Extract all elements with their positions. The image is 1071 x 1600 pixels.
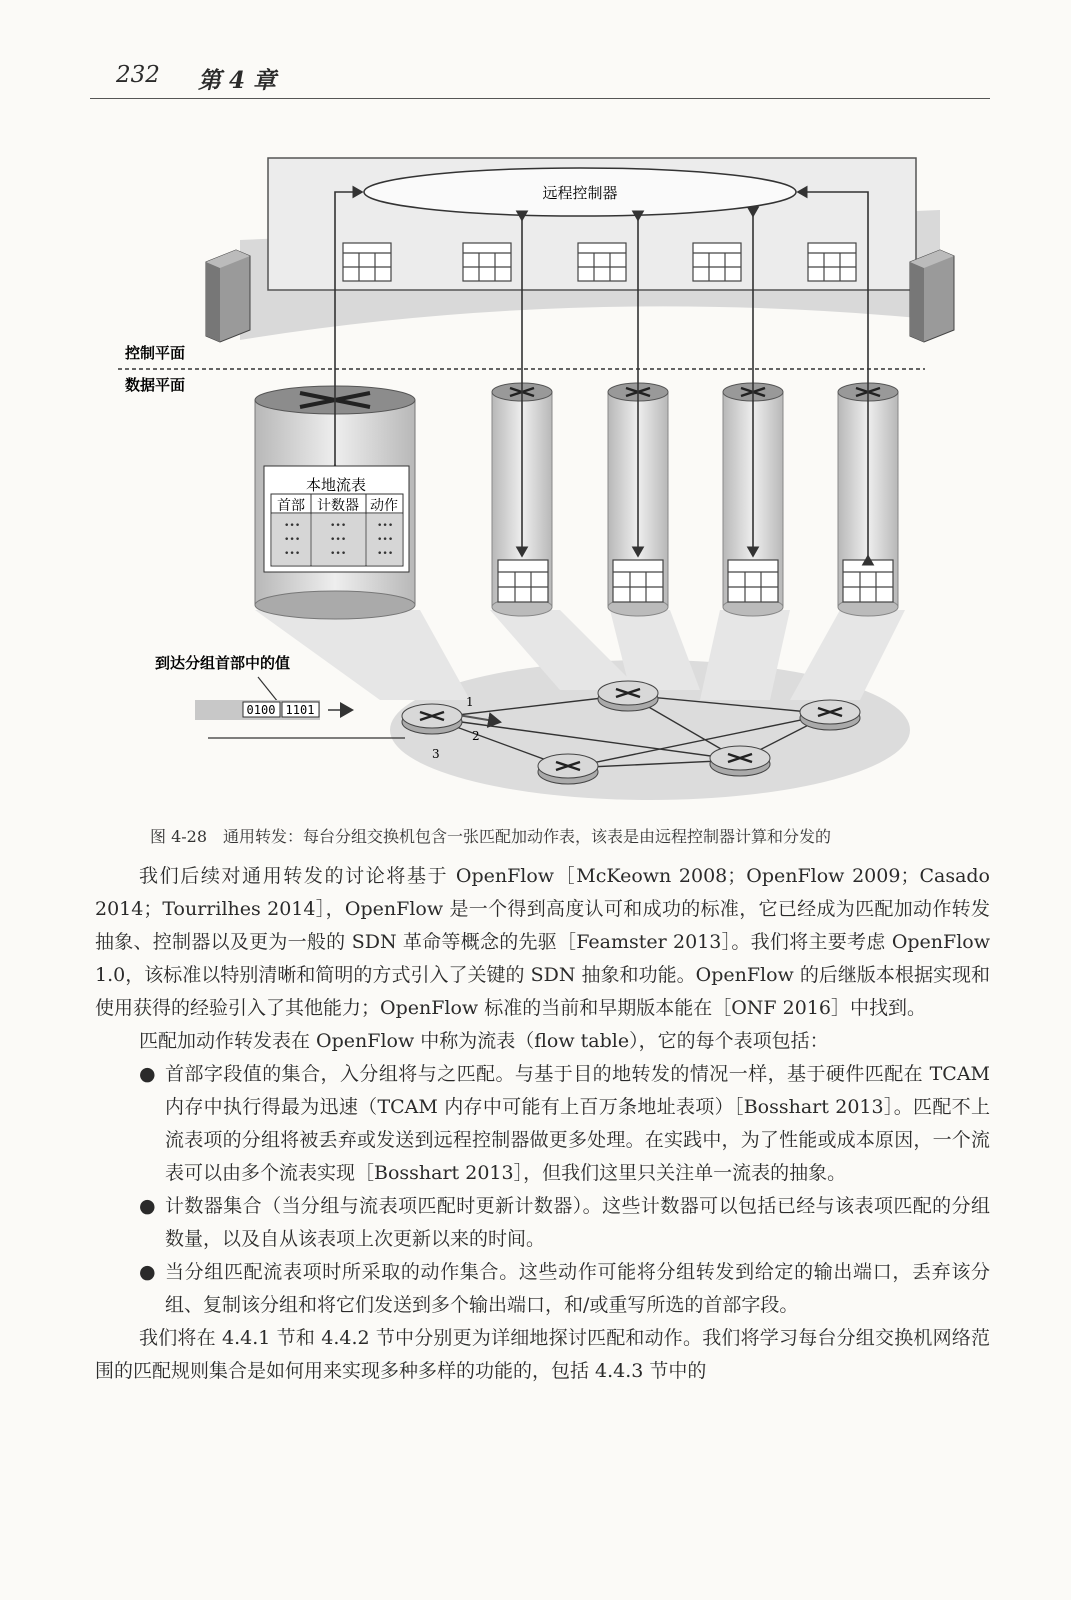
svg-text:•••: •••	[330, 549, 347, 559]
col-action: 动作	[370, 498, 398, 514]
server-icon	[206, 250, 250, 342]
paragraph: 我们后续对通用转发的讨论将基于 OpenFlow［McKeown 2008；OpenFlow 2009；Casado 2014；Tourrilhes 2014］，OpenFlow 是一个得到高度认可和成功的标准，它已经成为匹配加动作转发抽象、控制器以及更为一般的 SDN 革命等概念的先驱［Feamster 2013］。我们将主要考虑 OpenFlow 1.0，该标准以特别清晰和简明的方式引入了关键的 SDN 抽象和功能。OpenFlow 的后继版本根据实现和使用获得的经验引入了其他能力；OpenFlow 标准的当前和早期版本能在［ONF 2016］中找到。	[95, 865, 990, 1019]
packet-bits: 1101	[285, 703, 315, 717]
control-plane-label: 控制平面	[125, 344, 186, 362]
arrival-label: 到达分组首部中的值	[155, 654, 291, 672]
figure-caption: 图 4-28 通用转发：每台分组交换机包含一张匹配加动作表，该表是由远程控制器计算和分发的	[150, 827, 832, 846]
bullet-item	[95, 1058, 990, 1190]
local-table-title: 本地流表	[305, 476, 367, 494]
packet-bits: 0100	[246, 703, 276, 717]
port-label: 2	[472, 729, 480, 743]
router-icon	[710, 746, 770, 776]
page-number: 232	[116, 62, 160, 88]
col-header: 首部	[277, 498, 305, 514]
bullet-icon: ●	[139, 1261, 156, 1283]
port-label: 3	[432, 747, 440, 761]
col-counter: 计数器	[317, 498, 359, 514]
bullet-text: 计数器集合（当分组与流表项匹配时更新计数器）。这些计数器可以包括已经与该表项匹配的分组数量，以及自从该表项上次更新以来的时间。	[165, 1195, 990, 1250]
body-text	[95, 860, 990, 1388]
paragraph: 匹配加动作转发表在 OpenFlow 中称为流表（flow table），它的每个表项包括：	[139, 1030, 829, 1052]
svg-text:•••: •••	[377, 535, 394, 545]
bullet-text: 当分组匹配流表项时所采取的动作集合。这些动作可能将分组转发到给定的输出端口，丢弃该分组、复制该分组和将它们发送到多个输出端口，和/或重写所选的首部字段。	[165, 1261, 990, 1316]
bullet-text: 首部字段值的集合，入分组将与之匹配。与基于目的地转发的情况一样，基于硬件匹配在 TCAM 内存中执行得最为迅速（TCAM 内存中可能有上百万条地址表项）［Bosshart 2013］。匹配不上流表项的分组将被丢弃或发送到远程控制器做更多处理。在实践中，为了性能或成本原因，一个流表可以由多个流表实现［Bosshart 2013］，但我们这里只关注单一流表的抽象。	[165, 1063, 990, 1184]
svg-text:•••: •••	[284, 549, 301, 559]
router-icon	[538, 754, 598, 784]
paragraph: 我们将在 4.4.1 节和 4.4.2 节中分别更为详细地探讨匹配和动作。我们将学习每台分组交换机网络范围的匹配规则集合是如何用来实现多种多样的功能的，包括 4.4.3 节中的	[95, 1327, 990, 1382]
controller-label: 远程控制器	[542, 184, 618, 202]
svg-text:•••: •••	[377, 549, 394, 559]
router-icon	[598, 681, 658, 711]
router-icon	[402, 704, 462, 734]
chapter-label: 第 4 章	[198, 67, 277, 94]
bullet-icon: ●	[139, 1063, 156, 1085]
data-plane-label: 数据平面	[125, 376, 186, 394]
router-icon	[800, 700, 860, 730]
server-icon	[910, 250, 954, 342]
svg-text:•••: •••	[377, 521, 394, 531]
port-label: 1	[466, 695, 474, 709]
bullet-item	[95, 1190, 990, 1256]
svg-text:•••: •••	[330, 521, 347, 531]
bullet-item	[95, 1256, 990, 1322]
svg-text:•••: •••	[284, 521, 301, 531]
bullet-icon: ●	[139, 1195, 156, 1217]
svg-text:•••: •••	[284, 535, 301, 545]
svg-text:•••: •••	[330, 535, 347, 545]
